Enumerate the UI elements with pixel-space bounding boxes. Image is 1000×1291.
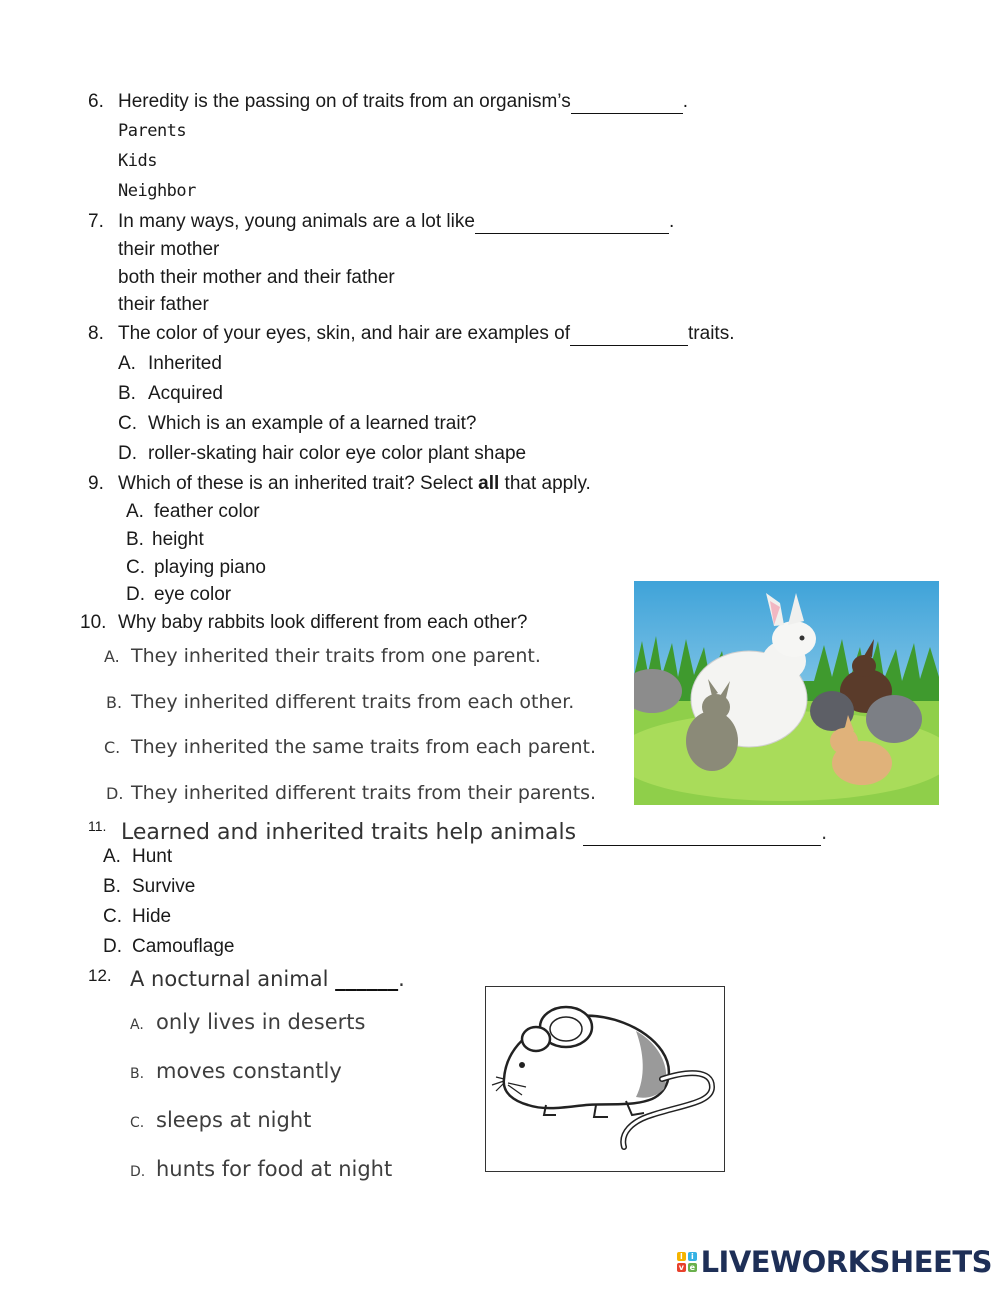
q12-answer-blank[interactable]: ______	[335, 967, 399, 991]
q7-option[interactable]: their mother	[118, 239, 220, 260]
q6-text: Heredity is the passing on of traits from an organism’s .	[118, 91, 688, 112]
q6-number: 6.	[88, 91, 104, 112]
q12-text: A nocturnal animal ______.	[130, 967, 405, 991]
q8-option-a[interactable]: A. Inherited	[118, 353, 222, 374]
q10-number: 10.	[80, 612, 107, 633]
q8-text: The color of your eyes, skin, and hair are examples of traits.	[118, 323, 735, 344]
q10-option-d[interactable]: D. They inherited different traits from their parents.	[106, 782, 597, 804]
q8-option-c[interactable]: C. Which is an example of a learned trait?	[118, 413, 477, 434]
q6-answer-blank[interactable]	[571, 91, 683, 114]
q7-number: 7.	[88, 211, 104, 232]
q12-option-a[interactable]: A. only lives in deserts	[130, 1010, 366, 1034]
q8-number: 8.	[88, 323, 104, 344]
q12-number: 12.	[88, 966, 112, 985]
logo-text: LIVEWORKSHEETS	[700, 1245, 992, 1279]
q6-option[interactable]: Neighbor	[118, 181, 196, 201]
q11-option-d[interactable]: D. Camouflage	[103, 936, 235, 957]
q10-text: Why baby rabbits look different from each other?	[118, 612, 528, 633]
q7-text: In many ways, young animals are a lot like .	[118, 211, 675, 232]
q9-option-b[interactable]: B. height	[126, 529, 204, 550]
q8-answer-blank[interactable]	[570, 323, 688, 346]
q11-option-b[interactable]: B. Survive	[103, 876, 196, 897]
q9-number: 9.	[88, 473, 104, 494]
q10-option-c[interactable]: C. They inherited the same traits from each parent.	[104, 736, 597, 758]
q9-option-a[interactable]: A. feather color	[126, 501, 260, 522]
q11-text: Learned and inherited traits help animals .	[121, 820, 828, 845]
q11-number: 11.	[88, 818, 107, 834]
q11-option-a[interactable]: A. Hunt	[103, 846, 173, 867]
q6-option[interactable]: Parents	[118, 121, 187, 141]
rabbits-illustration-icon	[634, 581, 939, 805]
q7-answer-blank[interactable]	[475, 211, 669, 234]
q10-option-a[interactable]: A. They inherited their traits from one parent.	[104, 645, 541, 667]
liveworksheets-logo	[677, 1245, 992, 1279]
q7-option[interactable]: both their mother and their father	[118, 267, 395, 288]
q9-option-c[interactable]: C. playing piano	[126, 557, 266, 578]
q11-answer-blank[interactable]	[583, 820, 821, 846]
q9-text: Which of these is an inherited trait? Select all that apply.	[118, 473, 591, 494]
q8-option-d[interactable]: D. roller-skating hair color eye color plant shape	[118, 443, 527, 464]
q8-option-b[interactable]: B. Acquired	[118, 383, 223, 404]
q10-option-b[interactable]: B. They inherited different traits from each other.	[106, 691, 575, 713]
q12-option-b[interactable]: B. moves constantly	[130, 1059, 342, 1083]
q9-option-d[interactable]: D. eye color	[126, 584, 232, 605]
logo-mark-icon: l i v e	[677, 1252, 697, 1272]
q12-option-d[interactable]: D. hunts for food at night	[130, 1157, 393, 1181]
q12-option-c[interactable]: C. sleeps at night	[130, 1108, 312, 1132]
q7-option[interactable]: their father	[118, 294, 209, 315]
q6-option[interactable]: Kids	[118, 151, 157, 171]
mouse-drawing-icon	[485, 986, 725, 1172]
q11-option-c[interactable]: C. Hide	[103, 906, 172, 927]
